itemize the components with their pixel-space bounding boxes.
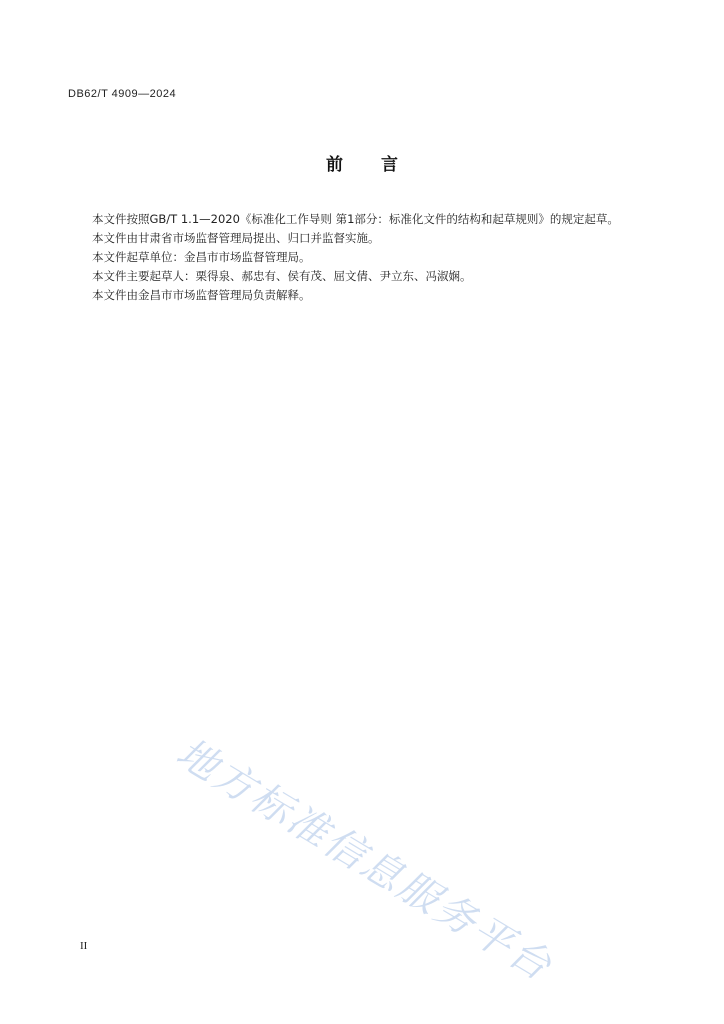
page-title: 前言 [326,155,436,175]
document-code: DB62/T 4909—2024 [68,88,177,100]
paragraph-proposer: 本文件由甘肃省市场监督管理局提出、归口并监督实施。 [92,231,380,245]
preface-body [68,210,638,305]
paragraph-drafters: 本文件主要起草人：栗得泉、郝忠有、侯有茂、屈文倩、尹立东、冯淑娴。 [92,269,472,283]
page-number: II [80,940,88,952]
paragraph-drafting-unit: 本文件起草单位：金昌市市场监督管理局。 [92,250,311,264]
paragraph-drafting-rules: 本文件按照GB/T 1.1—2020《标准化工作导则 第1部分：标准化文件的结构和起草规则》的规定起草。 [92,212,619,226]
paragraph-interpretation: 本文件由金昌市市场监督管理局负责解释。 [92,288,311,302]
watermark: 地方标准信息服务平台 [168,729,561,991]
